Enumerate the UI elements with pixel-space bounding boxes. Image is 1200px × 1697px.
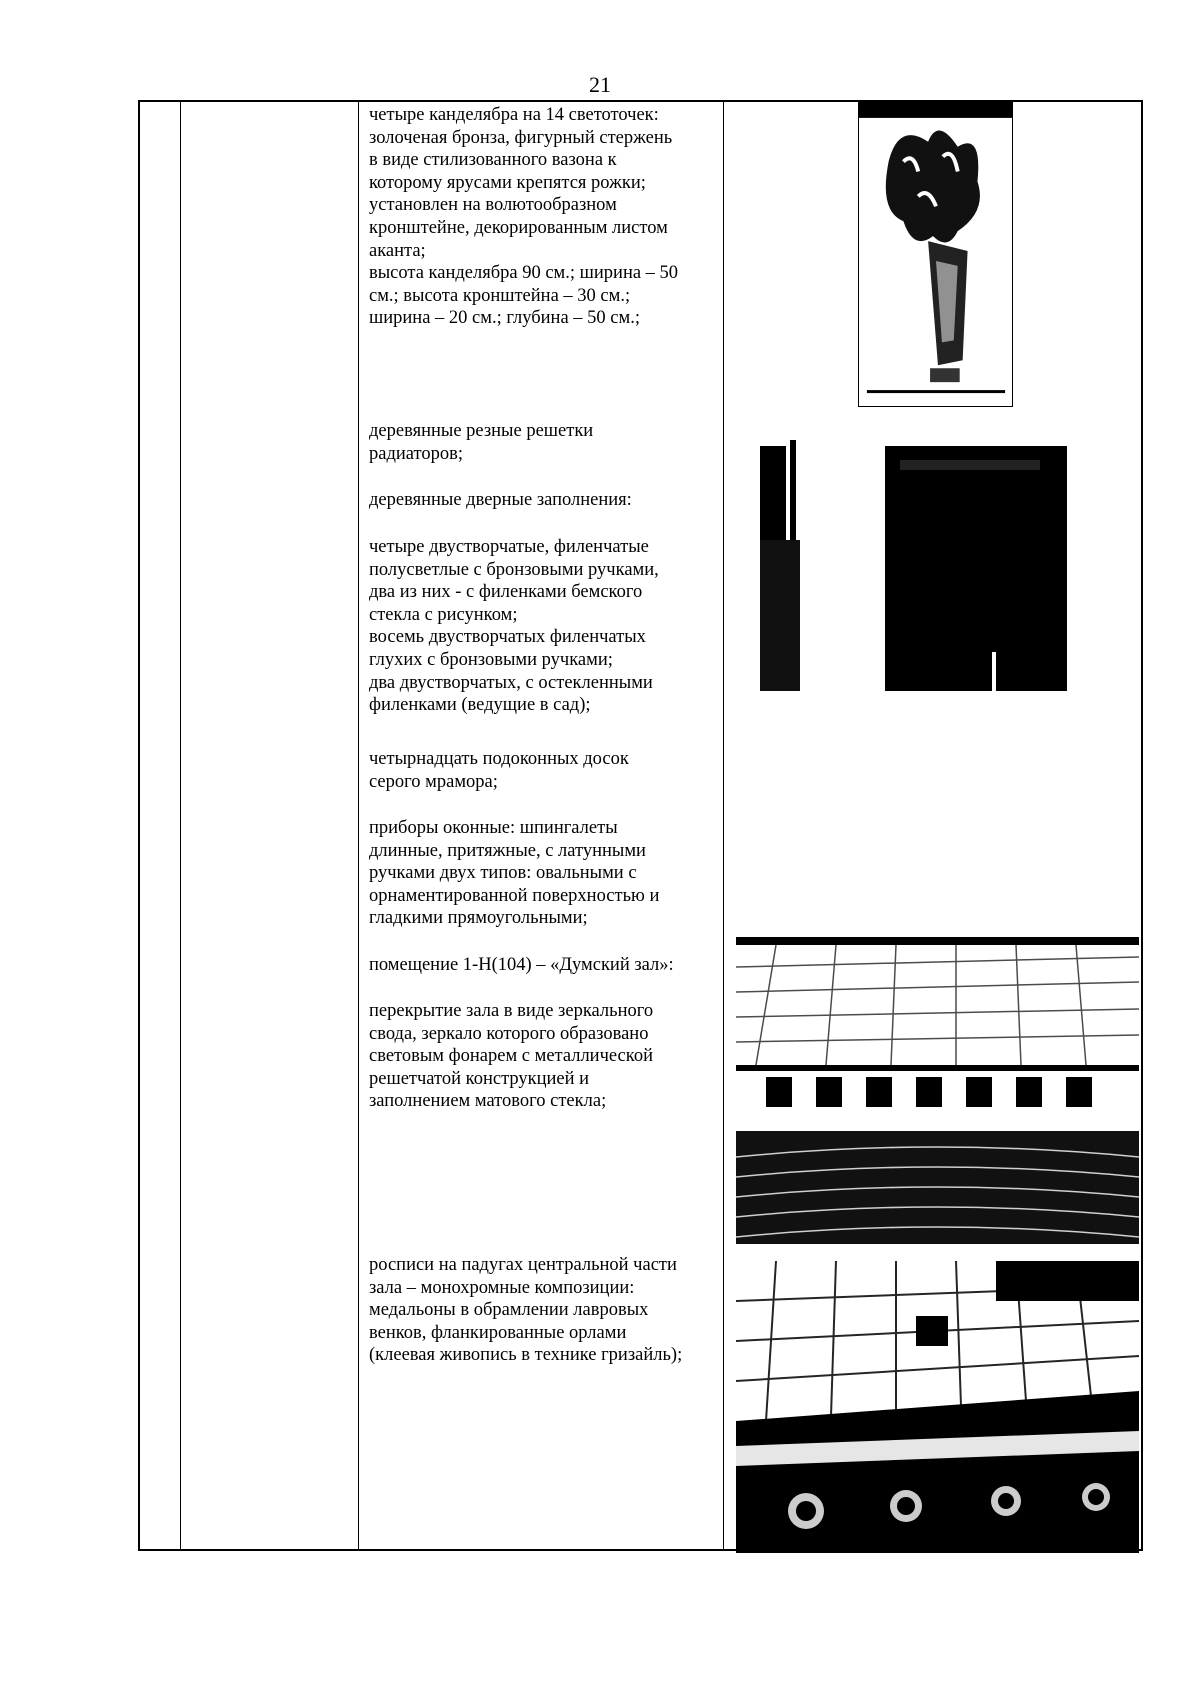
paragraph-paintings: росписи на падугах центральной части зала – монохромные композиции: медальоны в обрамлении лавровых венков, фланкированные орлами (клеевая живопись в технике гризайль);	[369, 1255, 683, 1366]
page-number: 21	[589, 72, 611, 97]
table-column-divider-2	[358, 102, 359, 1549]
paragraph-door-fillings: деревянные дверные заполнения:	[369, 490, 632, 510]
paragraph-radiator-grilles: деревянные резные решетки радиаторов;	[369, 421, 594, 464]
interior-door-photo	[760, 420, 1067, 691]
paragraph-window-sills: четырнадцать подоконных досок серого мрамора;	[369, 749, 629, 792]
paragraph-doors: четыре двустворчатые, филенчатые полусветлые с бронзовыми ручками, два из них - с филенками бемского стекла с рисунком; восемь двустворчатых филенчатых глухих с бронзовыми ручками; два двустворчатых, с остекленными филенками (ведущие в сад);	[369, 537, 659, 716]
ceiling-paintings-photo	[736, 1261, 1139, 1553]
paragraph-ceiling: перекрытие зала в виде зеркального свода, зеркало которого образовано световым фонарем с металлической решетчатой конструкцией и заполнением матового стекла;	[369, 1001, 654, 1112]
duma-hall-photo	[736, 937, 1139, 1244]
paragraph-window-fittings: приборы оконные: шпингалеты длинные, притяжные, с латунными ручками двух типов: овальными с орнаментированной поверхностью и гладкими прямоугольными;	[369, 818, 660, 929]
paragraph-candelabra: четыре канделябра на 14 светоточек: золоченая бронза, фигурный стержень в виде стилизованного вазона к которому ярусами крепятся рожки; установлен на волютообразном кронштейне, декорированным листом аканта; высота канделябра 90 см.; ширина – 50 см.; высота кронштейна – 30 см.; ширина – 20 см.; глубина – 50 см.;	[369, 105, 679, 329]
paragraph-room-duma-hall: помещение 1-Н(104) – «Думский зал»:	[369, 955, 674, 975]
table-column-divider-3	[723, 102, 724, 1549]
candelabra-photo	[858, 101, 1013, 407]
table-column-divider-1	[180, 102, 181, 1549]
